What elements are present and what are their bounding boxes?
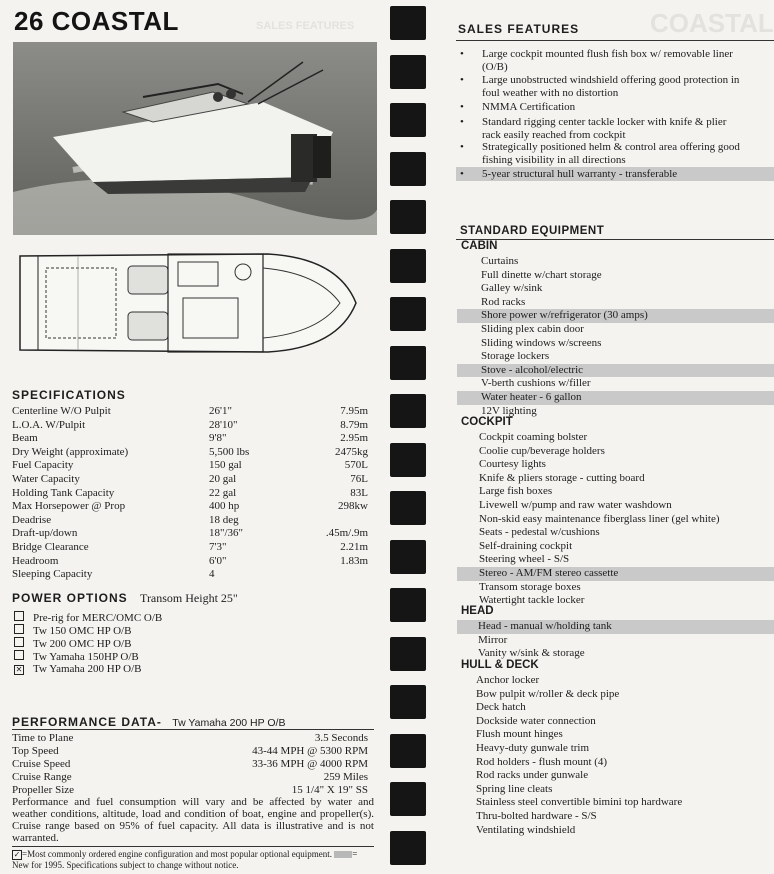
binding-tab [390,637,426,671]
spec-row [12,514,374,528]
footnote-new-text: = New for 1995. Specifications subject to change without notice. [12,849,358,870]
binding-tab [390,734,426,768]
equipment-item-text: Steering wheel - S/S [479,553,570,566]
equipment-item-text: Storage lockers [481,350,550,363]
performance-value: 15 1/4" X 19" SS [291,784,368,796]
binding-tab [390,200,426,234]
spec-label: Sleeping Capacity [12,568,93,581]
spec-label: L.O.A. W/Pulpit [12,418,86,431]
binding-tab [390,249,426,283]
bullet-icon: • [460,74,464,86]
equipment-item-text: Thru-bolted hardware - S/S [476,810,597,822]
sales-features-rule [456,40,774,41]
equipment-item-text: Ventilating windshield [476,823,576,836]
bullet-icon: • [460,168,464,180]
page-title: 26 COASTAL [14,6,179,36]
spec-row [12,568,374,582]
power-option-label: Tw Yamaha 150HP O/B [33,651,139,663]
performance-title: PERFORMANCE DATA- [12,715,162,729]
equipment-item-new [457,364,774,378]
performance-value: 259 Miles [323,771,368,783]
equipment-item [457,526,774,540]
equipment-item-text: Seats - pedestal w/cushions [479,526,600,539]
equipment-section-heading: HULL & DECK [461,659,539,671]
equipment-item [457,769,774,783]
performance-row [12,745,374,757]
spec-imperial: 28'10" [209,418,238,431]
equipment-item-text: Non-skid easy maintenance fiberglass liner (gel white) [479,512,720,525]
equipment-item-text: Head - manual w/holding tank [478,620,612,632]
left-page [0,0,380,874]
checked-box-icon: ✕ [15,665,23,674]
equipment-section-heading: COCKPIT [461,416,513,428]
bullet-icon: • [460,141,464,153]
equipment-item-text: Coolie cup/beverage holders [479,444,605,457]
power-option-label: Pre-rig for MERC/OMC O/B [33,612,163,624]
equipment-item-text: Sliding windows w/screens [481,336,602,349]
empty-box-icon [14,650,24,660]
footnote-check-text: =Most commonly ordered engine configuration and most popular optional equipment. [22,849,333,859]
power-option-item [14,637,131,650]
equipment-item [457,485,774,499]
spec-imperial: 7'3" [209,541,227,553]
equipment-item-text: Bow pulpit w/roller & deck pipe [476,687,620,700]
deck-plan-diagram [18,248,358,358]
equipment-item-text: Full dinette w/chart storage [481,268,602,281]
equipment-item [457,540,774,554]
performance-value: 33-36 MPH @ 4000 RPM [252,758,368,770]
equipment-item [457,783,774,797]
equipment-item [457,634,774,648]
transom-height: Transom Height 25" [140,591,238,605]
binding-tab [390,540,426,574]
equipment-item-new [457,567,774,581]
equipment-item [457,472,774,486]
equipment-item [457,728,774,742]
spec-imperial: 150 gal [209,459,242,472]
spec-imperial: 5,500 lbs [209,445,250,458]
spec-imperial: 26'1" [209,405,232,417]
equipment-item-text: Spring line cleats [476,782,553,795]
equipment-item-text: Transom storage boxes [479,580,581,593]
performance-engine: Tw Yamaha 200 HP O/B [172,717,286,729]
equipment-item-text: Knife & pliers storage - cutting board [479,471,645,484]
equipment-item [457,796,774,810]
spec-label: Centerline W/O Pulpit [12,405,111,417]
power-option-label: Tw 200 OMC HP O/B [33,638,132,650]
spec-metric: 570L [344,459,368,472]
spec-row [12,419,374,433]
equipment-item [457,810,774,824]
standard-equipment-rule [456,239,774,240]
spec-metric: 2475kg [335,445,368,458]
equipment-item-new [457,620,774,634]
equipment-item-text: Rod racks under gunwale [476,769,589,782]
performance-rule [12,729,374,730]
equipment-section-heading: HEAD [461,605,494,617]
equipment-item-text: Galley w/sink [481,282,543,295]
spec-metric: 2.95m [340,432,368,445]
sales-feature-text: Standard rigging center tackle locker with knife & plier rack easily reached from cockpit [482,116,727,141]
spec-label: Dry Weight (approximate) [12,445,129,458]
equipment-item [457,688,774,702]
spec-row [12,446,374,460]
spec-imperial: 4 [209,568,215,581]
specifications-heading: SPECIFICATIONS [12,388,126,402]
spec-imperial: 18"/36" [209,527,244,540]
equipment-item [457,594,774,608]
spec-row [12,473,374,487]
spec-label: Water Capacity [12,473,80,485]
binding-tab [390,55,426,89]
ghost-sales: SALES FEATURES [256,20,355,32]
equipment-item-text: Stainless steel convertible bimini top hardware [476,796,683,809]
ghost-title: COASTAL [650,8,774,38]
equipment-section-heading: CABIN [461,240,498,252]
power-option-item [14,611,162,624]
equipment-item [457,553,774,567]
binding-tab [390,346,426,380]
spec-row [12,487,374,501]
performance-value: 3.5 Seconds [314,732,368,744]
performance-value: 43-44 MPH @ 5300 RPM [252,745,368,757]
equipment-item-text: Cockpit coaming bolster [479,431,588,443]
spec-row [12,500,374,514]
equipment-item-text: Shore power w/refrigerator (30 amps) [481,309,648,322]
equipment-item-text: Heavy-duty gunwale trim [476,742,590,754]
binding-tab [390,394,426,428]
equipment-item-text: Sliding plex cabin door [481,323,584,335]
bullet-icon: • [460,48,464,60]
spec-label: Deadrise [12,513,52,526]
performance-label: Cruise Speed [12,758,71,770]
spec-imperial: 22 gal [209,486,237,499]
power-option-item [14,663,142,676]
equipment-item-text: 12V lighting [481,404,537,417]
boat-photo [13,42,377,235]
performance-label: Propeller Size [12,784,75,796]
equipment-item [457,255,774,269]
new-swatch-icon [334,851,352,858]
power-options-title: POWER OPTIONS [12,591,128,605]
empty-box-icon [14,611,24,621]
performance-row [12,732,374,744]
equipment-item-text: V-berth cushions w/filler [481,377,591,390]
equipment-item-text: Stereo - AM/FM stereo cassette [479,567,619,579]
spec-imperial: 9'8" [209,432,227,445]
equipment-item [457,756,774,770]
binding-tab [390,588,426,622]
equipment-item-text: Dockside water connection [476,714,596,727]
spec-imperial: 18 deg [209,513,239,526]
spec-row [12,459,374,473]
spec-metric: 76L [350,473,368,485]
equipment-item-text: Livewell w/pump and raw water washdown [479,499,672,511]
equipment-item-text: Courtesy lights [479,458,546,471]
sales-features-heading: SALES FEATURES [458,22,580,36]
footnote-rule [12,846,374,847]
equipment-item [457,350,774,364]
equipment-item [457,499,774,513]
performance-heading [12,715,285,729]
spec-imperial: 20 gal [209,473,237,485]
equipment-item-text: Watertight tackle locker [479,594,585,607]
equipment-item [457,715,774,729]
spec-metric: 1.83m [340,554,368,567]
standard-equipment-heading: STANDARD EQUIPMENT [460,225,605,237]
spec-label: Beam [12,432,38,445]
spec-row [12,527,374,541]
sales-feature-text: NMMA Certification [482,101,576,113]
binding-tab [390,831,426,865]
spec-label: Draft-up/down [12,527,78,540]
equipment-item [457,431,774,445]
performance-row [12,771,374,783]
boat-photo-illustration [13,42,377,235]
performance-note: Performance and fuel consumption will vary and be affected by water and weather conditions, altitude, load and condition of boat, engine and propeller(s). Cruise range based on 95% of fuel capacity. All data is illustrative and is not warranted. [12,796,374,844]
equipment-item [457,458,774,472]
spec-row [12,555,374,569]
power-options-heading [12,591,238,606]
equipment-item [457,445,774,459]
binding-tab [390,6,426,40]
equipment-item-text: Anchor locker [476,674,540,686]
spec-metric: 2.21m [340,541,368,553]
spec-label: Holding Tank Capacity [12,486,115,499]
equipment-item-text: Rod holders - flush mount (4) [476,755,608,768]
empty-box-icon [14,637,24,647]
power-option-item [14,624,131,637]
binding-tab [390,297,426,331]
equipment-item [457,282,774,296]
bullet-icon: • [460,116,464,128]
equipment-item [457,296,774,310]
equipment-item [457,701,774,715]
spec-row [12,405,374,419]
performance-row [12,758,374,770]
spec-imperial: 400 hp [209,500,240,513]
spiral-binding [384,0,434,874]
binding-tab [390,152,426,186]
binding-tab [390,685,426,719]
binding-tab [390,103,426,137]
footnote [12,849,374,871]
performance-label: Cruise Range [12,771,72,783]
equipment-item-text: Flush mount hinges [476,728,563,741]
power-option-label: Tw Yamaha 200 HP O/B [33,663,142,675]
sales-feature-text: 5-year structural hull warranty - transferable [482,168,678,180]
empty-box-icon [14,624,24,634]
equipment-item-text: Deck hatch [476,701,526,714]
bullet-icon: • [460,101,464,113]
binding-tab [390,782,426,816]
spec-metric: 83L [350,486,368,499]
equipment-item [457,742,774,756]
spec-label: Fuel Capacity [12,459,74,472]
equipment-item-text: Curtains [481,255,519,267]
spec-row [12,432,374,446]
equipment-item-text: Rod racks [481,295,526,308]
equipment-item [457,824,774,838]
performance-label: Time to Plane [12,732,74,744]
power-option-label: Tw 150 OMC HP O/B [33,625,132,637]
equipment-item-text: Self-draining cockpit [479,539,573,552]
spec-label: Bridge Clearance [12,541,89,553]
spec-label: Max Horsepower @ Prop [12,500,126,513]
equipment-item [457,674,774,688]
equipment-item [457,323,774,337]
spec-metric: 8.79m [340,418,368,431]
spec-metric: 7.95m [340,405,368,417]
spec-imperial: 6'0" [209,554,227,567]
equipment-item [457,377,774,391]
equipment-item-new [457,309,774,323]
equipment-item [457,513,774,527]
spec-row [12,541,374,555]
spec-metric: 298kw [338,500,368,513]
performance-row [12,784,374,796]
equipment-item-new [457,391,774,405]
sales-feature-text: Strategically positioned helm & control area offering good fishing visibility in all directions [482,141,740,166]
equipment-item [457,269,774,283]
equipment-item [457,581,774,595]
binding-tab [390,491,426,525]
equipment-item [457,337,774,351]
binding-tab [390,443,426,477]
sales-feature-text: Large unobstructed windshield offering good protection in foul weather with no distortion [482,74,740,99]
equipment-item-text: Mirror [478,633,508,646]
spec-label: Headroom [12,554,59,567]
spec-metric: .45m/.9m [325,527,368,540]
equipment-item-text: Stove - alcohol/electric [481,363,584,376]
power-option-item [14,650,139,663]
check-box-icon: ✓ [13,850,21,859]
equipment-item-text: Large fish boxes [479,485,553,498]
sales-feature-text: Large cockpit mounted flush fish box w/ removable liner (O/B) [482,48,733,73]
equipment-item-text: Water heater - 6 gallon [481,391,582,403]
performance-label: Top Speed [12,745,59,757]
equipment-item-text: Vanity w/sink & storage [478,647,585,660]
